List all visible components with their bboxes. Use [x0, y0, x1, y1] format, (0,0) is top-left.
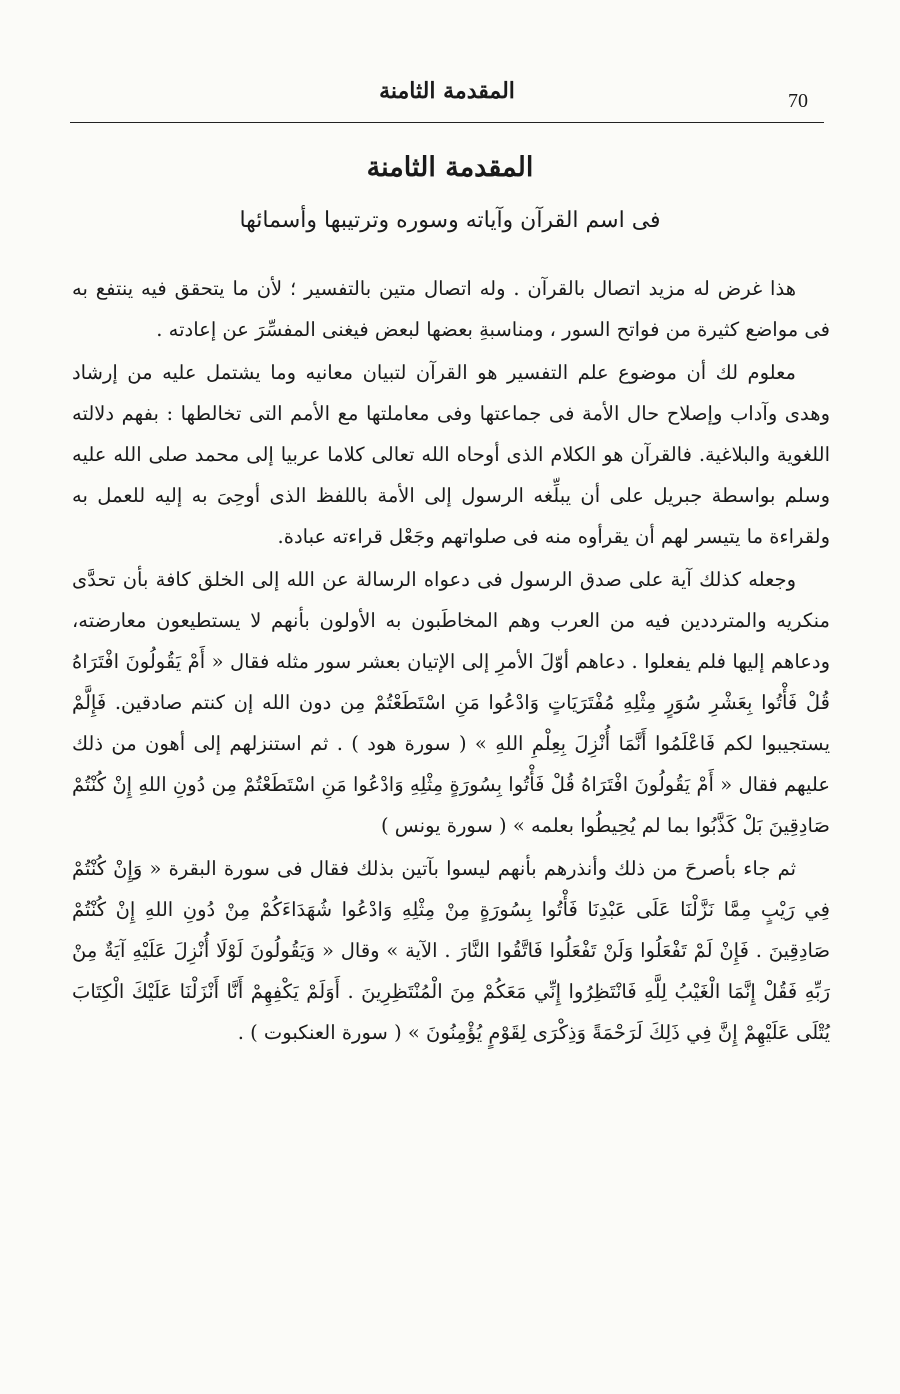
running-title: المقدمة الثامنة: [379, 78, 515, 104]
chapter-title: المقدمة الثامنة: [366, 152, 534, 183]
chapter-subtitle: فى اسم القرآن وآياته وسوره وترتيبها وأسمائها: [239, 208, 661, 233]
body-text: [72, 268, 830, 1055]
running-header: [70, 70, 824, 128]
paragraph: وجعله كذلك آية على صدق الرسول فى دعواه الرسالة عن الله إلى الخلق كافة بأن تحدَّى منكريه والمترددين فيه من العرب وهم المخاطَبون به الأولون بأنهم لا يستطيعون معارضته، ودعاهم إليها فلم يفعلوا . دعاهم أوّلَ الأمرِ إلى الإتيان بعشر سور مثله فقال « أَمْ يَقُولُونَ افْتَرَاهُ قُلْ فَأْتُوا بِعَشْرِ سُوَرٍ مِثْلِهِ مُفْتَرَيَاتٍ وَادْعُوا مَنِ اسْتَطَعْتُمْ مِن دون الله إن كنتم صادقين. فَإِلَّمْ يستجيبوا لكم فَاعْلَمُوا أَنَّمَا أُنْزِلَ بِعِلْمِ اللهِ » ( سورة هود ) . ثم استنزلهم إلى أهون من ذلك عليهم فقال « أَمْ يَقُولُونَ افْتَرَاهُ قُلْ فَأْتُوا بِسُورَةٍ مِثْلِهِ وَادْعُوا مَنِ اسْتَطَعْتُمْ مِن دُونِ اللهِ إِنْ كُنْتُمْ صَادِقِينَ بَلْ كَذَّبُوا بما لم يُحِيطُوا بعلمه » ( سورة يونس ): [72, 568, 830, 837]
paragraph: ثم جاء بأصرحَ من ذلك وأنذرهم بأنهم ليسوا بآتين بذلك فقال فى سورة البقرة « وَإِنْ كُنْتُمْ فِي رَيْبٍ مِمَّا نَزَّلْنَا عَلَى عَبْدِنَا فَأْتُوا بِسُورَةٍ مِنْ مِثْلِهِ وَادْعُوا شُهَدَاءَكُمْ مِنْ دُونِ اللهِ إِنْ كُنْتُمْ صَادِقِينَ . فَإِنْ لَمْ تَفْعَلُوا وَلَنْ تَفْعَلُوا فَاتَّقُوا النَّارَ . الآية » وقال « وَيَقُولُونَ لَوْلَا أُنْزِلَ عَلَيْهِ آيَةٌ مِنْ رَبِّهِ فَقُلْ إِنَّمَا الْغَيْبُ لِلَّهِ فَانْتَظِرُوا إِنِّي مَعَكُمْ مِنَ الْمُنْتَظِرِينَ . أَوَلَمْ يَكْفِهِمْ أَنَّا أَنْزَلْنَا عَلَيْكَ الْكِتَابَ يُتْلَى عَلَيْهِمْ إِنَّ فِي ذَلِكَ لَرَحْمَةً وَذِكْرَى لِقَوْمٍ يُؤْمِنُونَ » ( سورة العنكبوت ) .: [72, 857, 830, 1044]
paragraph: معلوم لك أن موضوع علم التفسير هو القرآن لتبيان معانيه وما يشتمل عليه من إرشاد وهدى وآداب وإصلاح حال الأمة فى جماعتها وفى معاملتها مع الأمم التى تخالطها : بفهم دلالته اللغوية والبلاغية. فالقرآن هو الكلام الذى أوحاه الله تعالى كلاما عربيا إلى محمد صلى الله عليه وسلم بواسطة جبريل على أن يبلِّغه الرسول إلى الأمة باللفظ الذى أوحِىَ به إليه للعمل به ولقراءة ما يتيسر لهم أن يقرأوه منه فى صلواتهم وجَعْل قراءته عبادة.: [72, 361, 830, 548]
header-rule: [70, 122, 824, 123]
paragraph: هذا غرض له مزيد اتصال بالقرآن . وله اتصال متين بالتفسير ؛ لأن ما يتحقق فيه ينتفع به فى مواضع كثيرة من فواتح السور ، ومناسبةِ بعضها لبعض فيغنى المفسِّرَ عن إعادته .: [72, 277, 830, 341]
page-number: 70: [788, 90, 808, 112]
